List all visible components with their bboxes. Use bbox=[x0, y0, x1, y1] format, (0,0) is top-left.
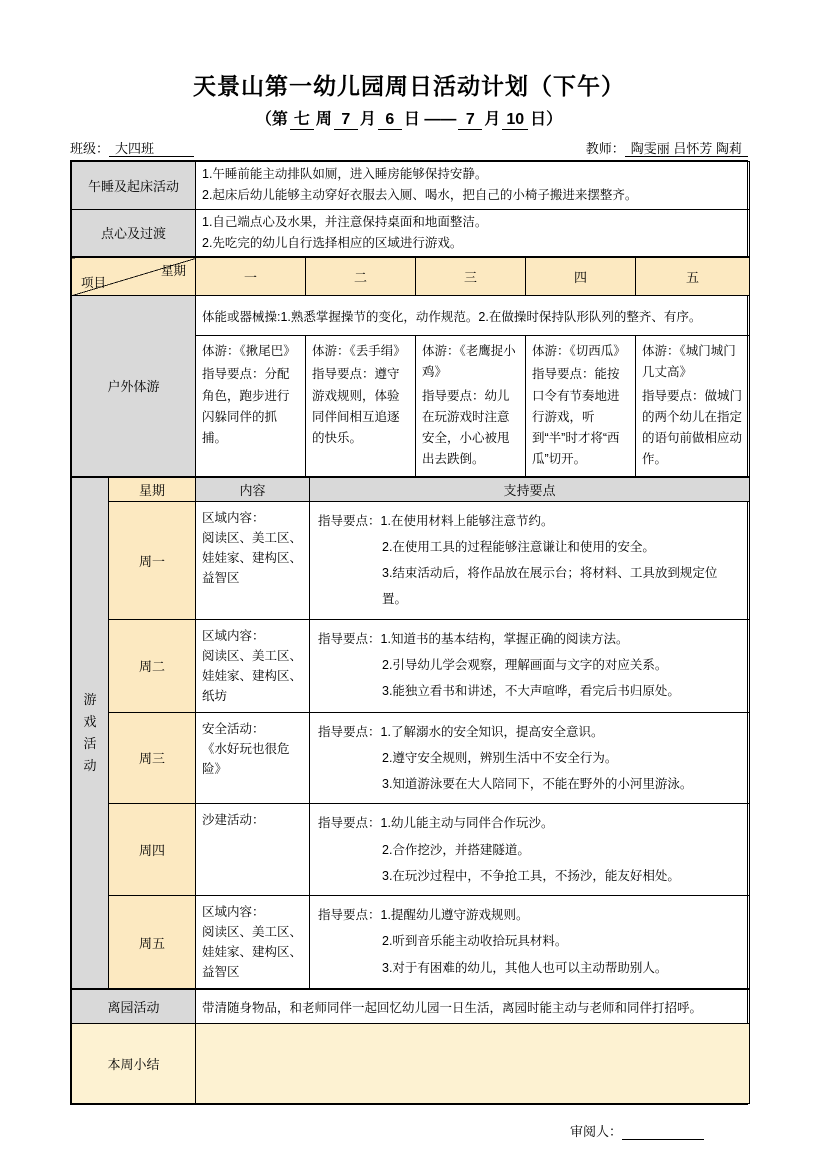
support-line-2: 2.引导幼儿学会观察，理解画面与文字的对应关系。 bbox=[382, 657, 668, 672]
game-content-cell bbox=[196, 712, 310, 804]
closing-table bbox=[71, 989, 750, 1104]
outdoor-game-title: 体游：《切西瓜》 bbox=[532, 344, 626, 358]
diagonal-header-cell bbox=[72, 258, 196, 296]
nap-label-cell: 午睡及起床活动 bbox=[72, 162, 196, 210]
game-content-cell bbox=[196, 896, 310, 989]
game-row-wed bbox=[72, 712, 750, 804]
subtitle-text: （第 bbox=[255, 111, 288, 128]
support-line-1: 指导要点：1.幼儿能主动与同伴合作玩沙。 bbox=[318, 816, 554, 831]
game-row-thu bbox=[72, 804, 750, 896]
game-content-cell bbox=[196, 804, 310, 896]
game-content-cell bbox=[196, 501, 310, 619]
support-line-2: 2.合作挖沙，并搭建隧道。 bbox=[382, 842, 530, 857]
support-line-3: 3.结束活动后，将作品放在展示台；将材料、工具放到规定位置。 bbox=[382, 566, 718, 607]
game-support-cell bbox=[310, 501, 750, 619]
class-field bbox=[70, 138, 194, 157]
outdoor-game-title: 体游：《老鹰捉小鸡》 bbox=[422, 344, 516, 380]
nap-content-cell bbox=[196, 162, 750, 210]
day-header-wed: 三 bbox=[416, 258, 526, 296]
subtitle-text: 月 bbox=[484, 111, 501, 128]
teacher-label: 教师： bbox=[585, 141, 625, 156]
day-header-mon: 一 bbox=[196, 258, 306, 296]
games-table bbox=[71, 477, 750, 990]
snack-label-cell: 点心及过渡 bbox=[72, 209, 196, 257]
games-header-week: 星期 bbox=[109, 477, 196, 501]
outdoor-game-guide: 指导要点：能按口令有节奏地进行游戏，听到“半”时才将“西瓜”切开。 bbox=[532, 367, 620, 467]
subtitle-text: 日 bbox=[403, 111, 420, 128]
games-header-row bbox=[72, 477, 750, 501]
support-line-1: 指导要点：1.提醒幼儿遵守游戏规则。 bbox=[318, 908, 529, 922]
game-row-mon bbox=[72, 501, 750, 619]
reviewer-field bbox=[70, 1121, 748, 1140]
day-header-tue: 二 bbox=[306, 258, 416, 296]
day-header-thu: 四 bbox=[526, 258, 636, 296]
game-day-cell: 周四 bbox=[109, 804, 196, 896]
outdoor-day-cell-thu bbox=[526, 336, 636, 477]
snack-row bbox=[72, 209, 750, 257]
game-row-tue bbox=[72, 619, 750, 712]
summary-row bbox=[72, 1024, 750, 1104]
game-day-cell: 周三 bbox=[109, 712, 196, 804]
game-day-cell: 周一 bbox=[109, 501, 196, 619]
game-content-body: 阅读区、美工区、娃娃家、建构区、益智区 bbox=[202, 925, 303, 979]
support-line-3: 3.在玩沙过程中，不争抢工具，不扬沙，能友好相处。 bbox=[382, 868, 680, 883]
outdoor-day-cell-fri bbox=[636, 336, 750, 477]
game-content-cell bbox=[196, 619, 310, 712]
game-row-fri bbox=[72, 896, 750, 989]
support-line-2: 2.遵守安全规则，辨别生活中不安全行为。 bbox=[382, 750, 618, 765]
summary-content-cell bbox=[196, 1024, 750, 1104]
day-header-fri: 五 bbox=[636, 258, 750, 296]
outdoor-day-cell-tue bbox=[306, 336, 416, 477]
game-content-title: 区域内容： bbox=[202, 628, 265, 643]
weekday-header-row bbox=[72, 258, 750, 296]
support-line-1: 指导要点：1.在使用材料上能够注意节约。 bbox=[318, 513, 554, 528]
games-header-content: 内容 bbox=[196, 477, 310, 501]
game-content-body: 《水好玩也很危险》 bbox=[202, 741, 290, 776]
support-line-3: 3.知道游泳要在大人陪同下，不能在野外的小河里游泳。 bbox=[382, 777, 693, 791]
page-title: 天景山第一幼儿园周日活动计划（下午） bbox=[193, 73, 625, 99]
outdoor-table bbox=[71, 257, 750, 477]
document-body bbox=[70, 68, 748, 1140]
item-axis-label: 项目 bbox=[81, 276, 107, 290]
games-side-label: 游戏活动 bbox=[83, 691, 97, 773]
outdoor-game-guide: 指导要点：幼儿在玩游戏时注意安全，小心被甩出去跌倒。 bbox=[422, 388, 510, 467]
routine-table bbox=[71, 161, 750, 257]
support-line-2: 2.在使用工具的过程能够注意谦让和使用的安全。 bbox=[382, 539, 655, 554]
class-label: 班级： bbox=[70, 141, 110, 156]
end-day-blank: 10 bbox=[502, 111, 528, 130]
game-day-cell: 周五 bbox=[109, 896, 196, 989]
outdoor-day-cell-wed bbox=[416, 336, 526, 477]
exercise-row bbox=[72, 296, 750, 336]
subtitle-text: 月 bbox=[359, 111, 376, 128]
date-range-dash: —— bbox=[424, 111, 457, 128]
game-content-body: 阅读区、美工区、娃娃家、建构区、纸坊 bbox=[202, 648, 303, 703]
plan-table bbox=[70, 160, 748, 1105]
nap-line-1: 1.午睡前能主动排队如厕，进入睡房能够保持安静。 bbox=[202, 167, 488, 181]
exercise-note-cell: 体能或器械操:1.熟悉掌握操节的变化，动作规范。2.在做操时保持队形队列的整齐、有序。 bbox=[196, 296, 750, 336]
start-day-blank: 6 bbox=[378, 111, 402, 130]
snack-line-2: 2.先吃完的幼儿自行选择相应的区域进行游戏。 bbox=[202, 235, 463, 250]
reviewer-label: 审阅人： bbox=[569, 1124, 622, 1139]
outdoor-day-cell-mon bbox=[196, 336, 306, 477]
support-line-1: 指导要点：1.知道书的基本结构，掌握正确的阅读方法。 bbox=[318, 631, 629, 646]
outdoor-game-title: 体游：《城门城门几丈高》 bbox=[642, 344, 736, 380]
outdoor-game-title: 体游：《揪尾巴》 bbox=[202, 344, 296, 358]
subtitle-text: 日） bbox=[530, 111, 563, 128]
game-content-title: 安全活动： bbox=[202, 721, 265, 736]
game-support-cell bbox=[310, 619, 750, 712]
reviewer-blank bbox=[622, 1126, 704, 1140]
departure-content-cell: 带清随身物品，和老师同伴一起回忆幼儿园一日生活，离园时能主动与老师和同伴打招呼。 bbox=[196, 990, 750, 1024]
nap-row bbox=[72, 162, 750, 210]
game-content-body: 阅读区、美工区、娃娃家、建构区、益智区 bbox=[202, 530, 303, 585]
outdoor-label-cell: 户外体游 bbox=[72, 296, 196, 477]
game-content-title: 区域内容： bbox=[202, 905, 265, 919]
game-content-title: 区域内容： bbox=[202, 510, 265, 525]
departure-row bbox=[72, 990, 750, 1024]
outdoor-game-title: 体游：《丢手绢》 bbox=[312, 344, 406, 358]
snack-content-cell bbox=[196, 209, 750, 257]
game-support-cell bbox=[310, 896, 750, 989]
games-header-support: 支持要点 bbox=[310, 477, 750, 501]
week-number-blank: 七 bbox=[290, 106, 314, 130]
info-row bbox=[70, 138, 748, 157]
support-line-3: 3.对于有困难的幼儿，其他人也可以主动帮助别人。 bbox=[382, 960, 668, 975]
game-support-cell bbox=[310, 804, 750, 896]
game-support-cell bbox=[310, 712, 750, 804]
nap-line-2: 2.起床后幼儿能够主动穿好衣服去入厕、喝水，把自己的小椅子搬进来摆整齐。 bbox=[202, 188, 638, 203]
teacher-field bbox=[586, 138, 748, 157]
snack-line-1: 1.自己端点心及水果，并注意保持桌面和地面整洁。 bbox=[202, 214, 488, 229]
class-value: 大四班 bbox=[109, 141, 194, 157]
outdoor-game-guide: 指导要点：做城门的两个幼儿在指定的语句前做相应动作。 bbox=[642, 388, 743, 467]
outdoor-game-guide: 指导要点：遵守游戏规则，体验同伴间相互追逐的快乐。 bbox=[312, 367, 400, 445]
start-month-blank: 7 bbox=[334, 111, 358, 130]
outdoor-game-guide: 指导要点：分配角色，跑步进行闪躲同伴的抓捕。 bbox=[202, 367, 290, 445]
summary-label-cell: 本周小结 bbox=[72, 1024, 196, 1104]
support-line-3: 3.能独立看书和讲述，不大声喧哗，看完后书归原处。 bbox=[382, 684, 680, 698]
departure-label-cell: 离园活动 bbox=[72, 990, 196, 1024]
teacher-value: 陶雯丽 吕怀芳 陶莉 bbox=[625, 141, 748, 157]
game-content-title: 沙建活动： bbox=[202, 813, 265, 828]
page-subtitle bbox=[70, 106, 748, 130]
end-month-blank: 7 bbox=[458, 111, 482, 130]
game-day-cell: 周二 bbox=[109, 619, 196, 712]
support-line-2: 2.听到音乐能主动收拾玩具材料。 bbox=[382, 934, 568, 949]
support-line-1: 指导要点：1.了解溺水的安全知识，提高安全意识。 bbox=[318, 724, 604, 739]
games-side-label-cell bbox=[72, 477, 109, 989]
week-axis-label: 星期 bbox=[160, 264, 186, 278]
subtitle-text: 周 bbox=[315, 111, 332, 128]
